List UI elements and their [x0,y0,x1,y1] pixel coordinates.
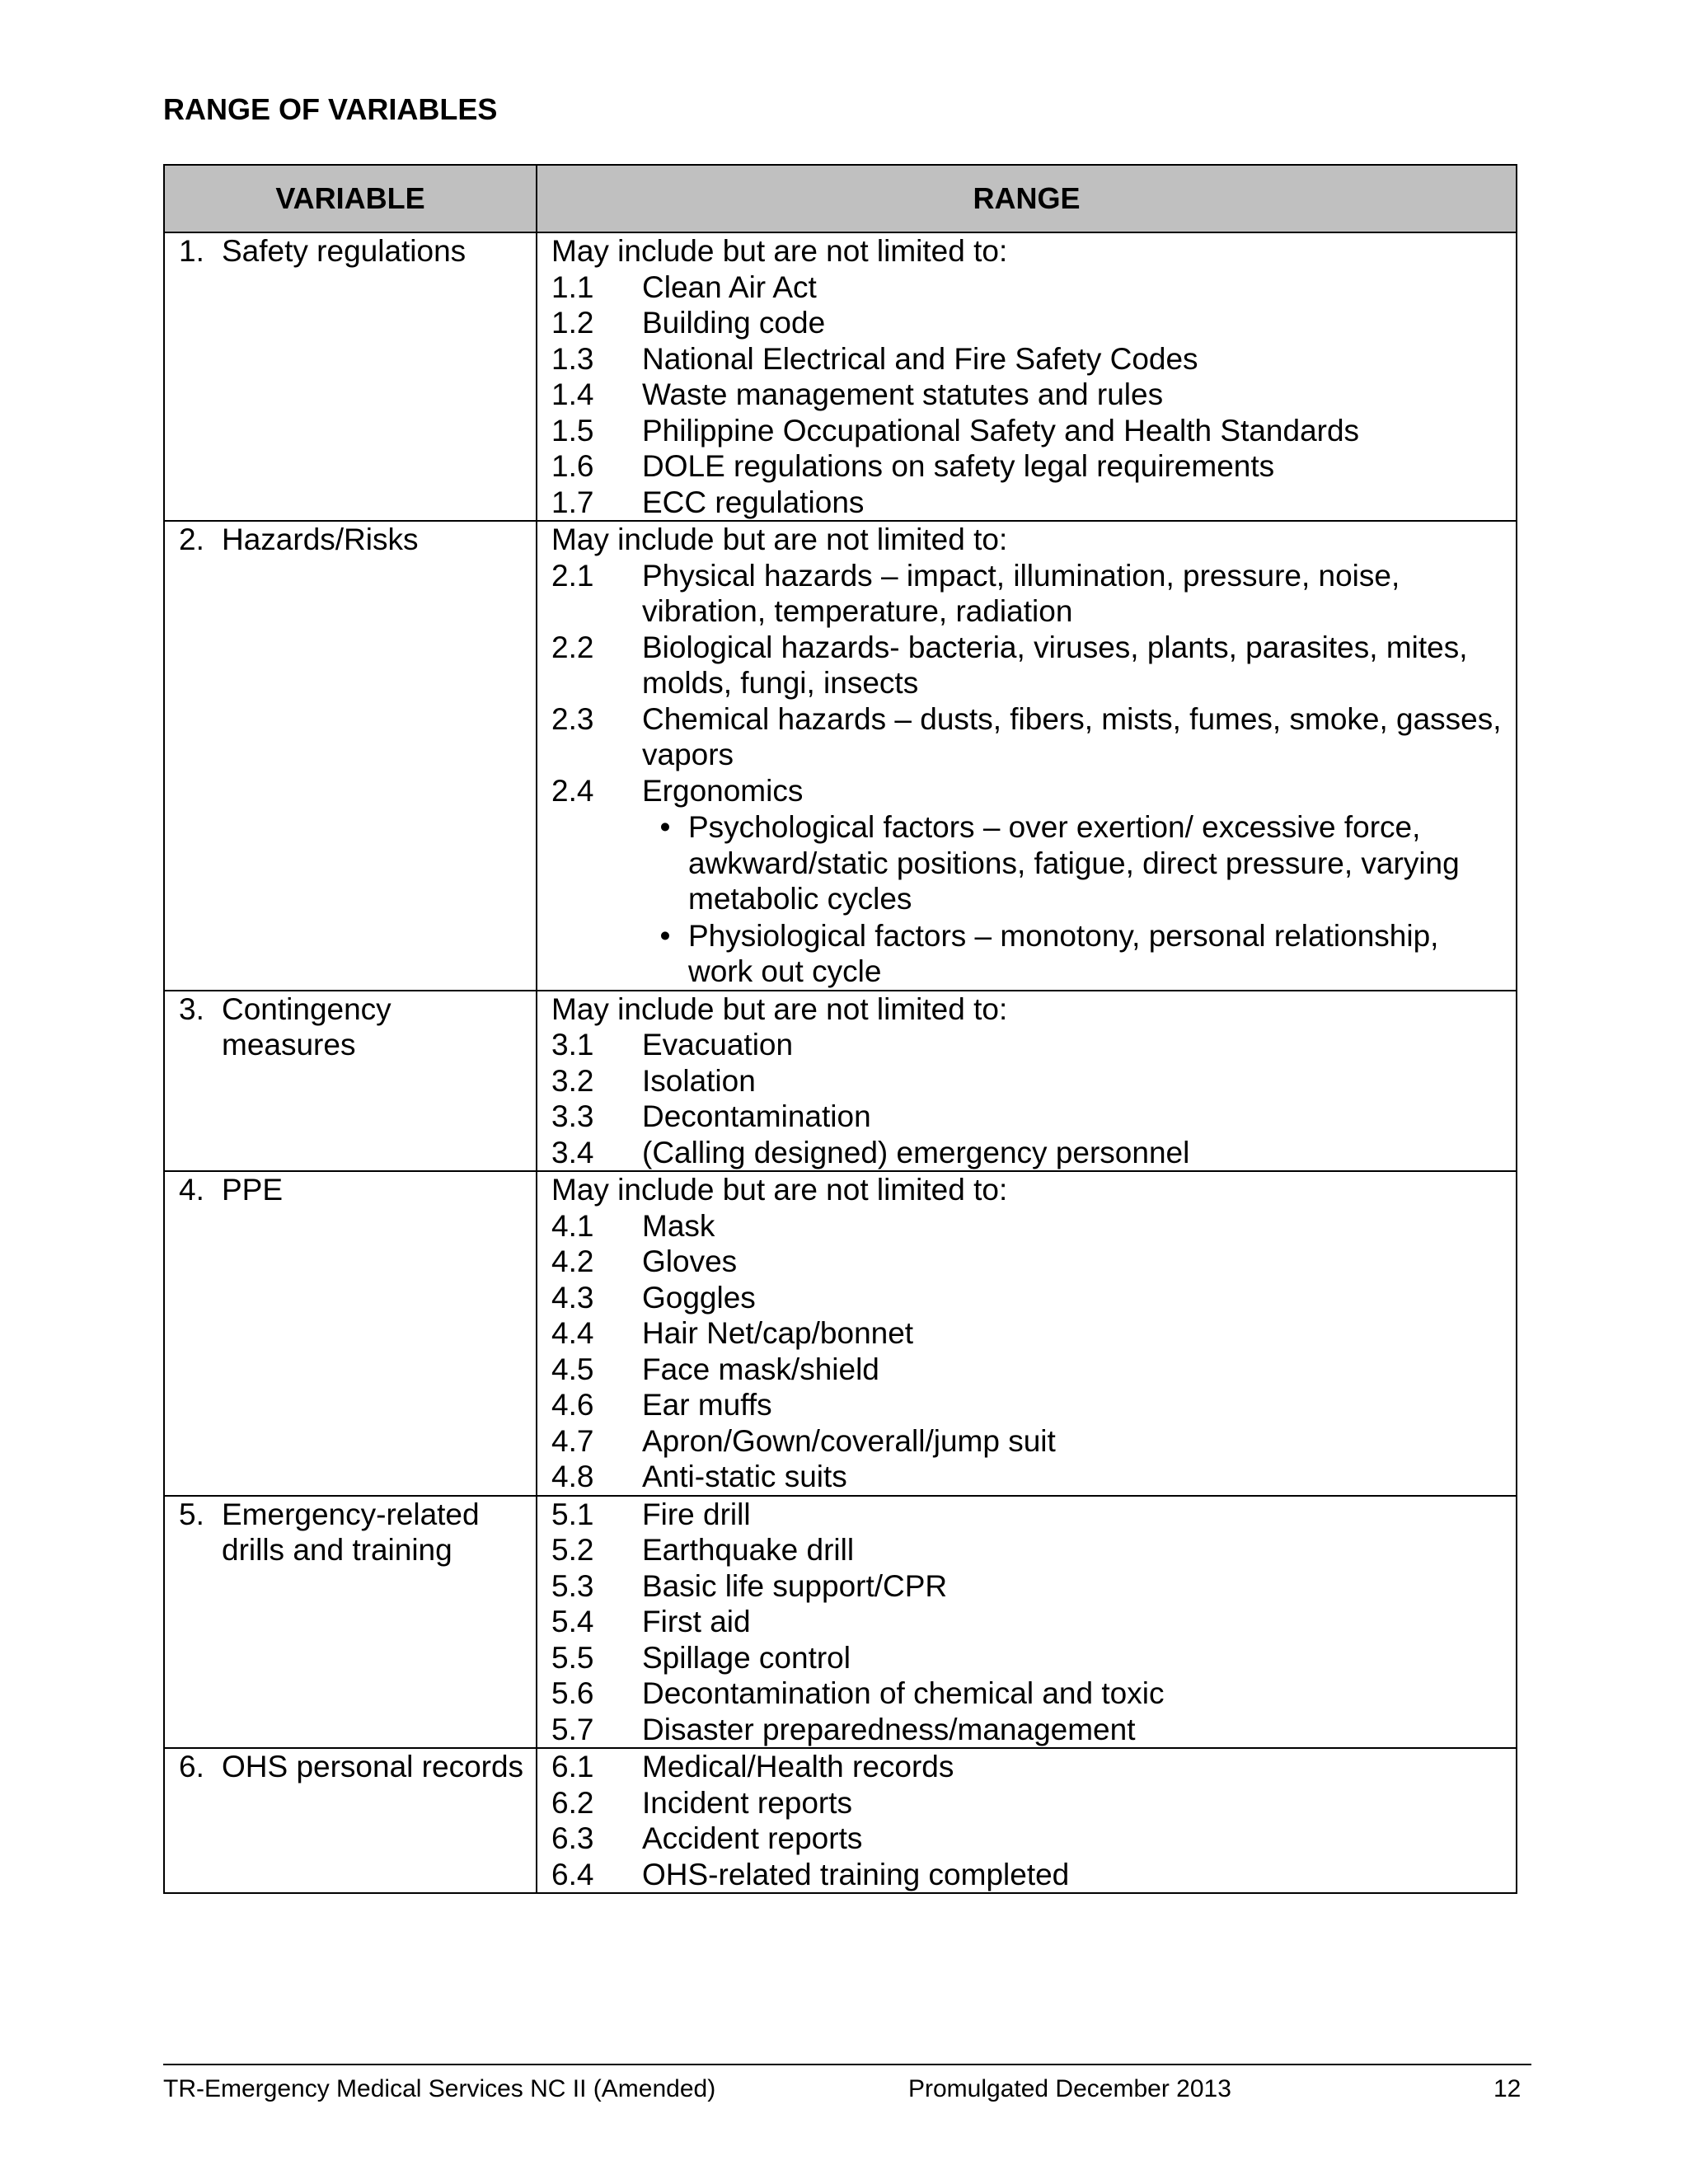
item-number: 3.1 [551,1028,594,1062]
range-intro: May include but are not limited to: [551,523,1008,556]
header-variable: VARIABLE [164,165,537,232]
list-item [551,269,1504,306]
item-text: Ergonomics [642,773,804,808]
item-text: National Electrical and Fire Safety Codes [642,341,1198,376]
item-text: Basic life support/CPR [642,1568,948,1603]
item-number: 1.3 [551,341,594,376]
item-text: Waste management statutes and rules [642,377,1164,411]
item-number: 4.1 [551,1208,594,1243]
item-number: 4.7 [551,1423,594,1458]
item-text: Disaster preparedness/management [642,1712,1136,1746]
list-item [551,1208,1504,1244]
item-number: 3.2 [551,1063,594,1098]
list-item [551,1387,1504,1423]
list-item [551,1244,1504,1280]
item-number: 5.1 [551,1497,594,1531]
list-item [551,1568,1504,1605]
range-of-variables-table [163,164,1517,1894]
item-number: 1.6 [551,449,594,483]
list-item [551,1280,1504,1316]
table-row [164,1171,1517,1496]
variable-label: Safety regulations [222,234,467,268]
item-number: 6.4 [551,1857,594,1891]
item-text: ECC regulations [642,485,865,519]
list-item [551,1099,1504,1135]
variable-label: Contingency measures [222,991,392,1062]
item-number: 3.3 [551,1099,594,1133]
variable-cell [164,521,537,991]
range-cell [537,991,1517,1172]
table-row [164,1748,1517,1893]
list-item [551,701,1504,773]
item-number: 5.3 [551,1568,594,1603]
list-item [551,630,1504,701]
list-item [551,341,1504,377]
variable-number: 2. [179,523,204,556]
variable-label: OHS personal records [222,1750,524,1783]
item-number: 1.4 [551,377,594,411]
variable-number: 5. [179,1497,204,1531]
item-number: 5.6 [551,1676,594,1710]
sub-item-text: Psychological factors – over exertion/ excessive force, awkward/static positions, fatigue, direct pressure, varying metabolic cycles [688,810,1460,916]
range-cell [537,521,1517,991]
item-number: 4.8 [551,1460,594,1493]
item-text: Incident reports [642,1785,853,1820]
item-number: 1.5 [551,413,594,448]
variable-label: PPE [222,1173,284,1207]
footer-promulgation-date: Promulgated December 2013 [908,2075,1231,2102]
item-number: 5.5 [551,1640,594,1675]
sub-item-text: Physiological factors – monotony, personal relationship, work out cycle [688,918,1439,988]
item-text: Anti-static suits [642,1460,847,1493]
list-item [551,1423,1504,1460]
item-text: Medical/Health records [642,1750,954,1783]
list-item [551,1821,1504,1857]
list-item [551,1857,1504,1893]
variable-number: 4. [179,1173,204,1207]
variable-number: 3. [179,991,204,1026]
list-item [551,558,1504,630]
item-text: Fire drill [642,1497,751,1531]
item-number: 3.4 [551,1135,594,1169]
item-number: 6.2 [551,1785,594,1820]
table-row [164,521,1517,991]
item-text: Decontamination of chemical and toxic [642,1676,1165,1710]
list-item [551,1459,1504,1495]
item-text: (Calling designed) emergency personnel [642,1135,1190,1169]
variable-cell [164,1748,537,1893]
item-text: Chemical hazards – dusts, fibers, mists, fumes, smoke, gasses, vapors [642,701,1502,771]
list-item [551,1640,1504,1676]
item-number: 5.2 [551,1533,594,1567]
item-number: 4.6 [551,1388,594,1422]
range-intro: May include but are not limited to: [551,234,1008,268]
page-heading: RANGE OF VARIABLES [163,92,498,126]
footer-document-title: TR-Emergency Medical Services NC II (Amended) [163,2075,716,2102]
range-cell [537,1748,1517,1893]
footer-divider [163,2064,1531,2065]
variable-cell [164,232,537,521]
sub-list-item [642,809,1504,917]
variable-cell [164,991,537,1172]
item-number: 5.4 [551,1605,594,1638]
table-row [164,1496,1517,1749]
table-row [164,991,1517,1172]
item-number: 4.2 [551,1244,594,1278]
item-text: Isolation [642,1063,756,1098]
item-text: Ear muffs [642,1388,772,1422]
list-item [551,1749,1504,1785]
item-number: 2.3 [551,701,594,736]
list-item [551,773,1504,809]
variable-number: 6. [179,1750,204,1783]
range-intro: May include but are not limited to: [551,991,1008,1026]
list-item [551,1063,1504,1099]
item-text: Clean Air Act [642,269,817,304]
item-number: 2.2 [551,630,594,664]
item-number: 6.1 [551,1750,594,1783]
range-intro: May include but are not limited to: [551,1173,1008,1207]
list-item [551,1604,1504,1640]
item-number: 4.4 [551,1316,594,1350]
list-item [551,1532,1504,1568]
item-text: Face mask/shield [642,1352,879,1386]
list-item [551,1315,1504,1352]
item-text: Building code [642,306,826,340]
table-row [164,232,1517,521]
item-text: Gloves [642,1244,738,1278]
item-number: 6.3 [551,1821,594,1855]
item-number: 1.7 [551,485,594,519]
sub-list-item [642,918,1504,990]
list-item [551,1135,1504,1171]
range-cell [537,1496,1517,1749]
header-range: RANGE [537,165,1517,232]
item-text: Biological hazards- bacteria, viruses, plants, parasites, mites, molds, fungi, insects [642,630,1468,700]
item-number: 1.1 [551,269,594,304]
item-number: 2.1 [551,558,594,593]
list-item [551,305,1504,341]
range-cell [537,232,1517,521]
variable-cell [164,1496,537,1749]
item-number: 2.4 [551,773,594,808]
item-number: 1.2 [551,306,594,340]
variable-cell [164,1171,537,1496]
item-text: Spillage control [642,1640,851,1675]
item-text: Earthquake drill [642,1533,855,1567]
list-item [551,1352,1504,1388]
footer-page-number: 12 [1493,2075,1522,2102]
list-item [551,413,1504,449]
list-item [551,1675,1504,1712]
item-text: Goggles [642,1280,756,1315]
table-header-row [164,165,1517,232]
item-text: DOLE regulations on safety legal requirements [642,449,1275,483]
item-number: 5.7 [551,1712,594,1746]
range-cell [537,1171,1517,1496]
item-text: OHS-related training completed [642,1857,1070,1891]
item-text: Apron/Gown/coverall/jump suit [642,1423,1056,1458]
list-item [551,377,1504,413]
variable-number: 1. [179,234,204,268]
item-text: Philippine Occupational Safety and Health Standards [642,413,1360,448]
bullet-icon: • [659,810,671,844]
item-text: Decontamination [642,1099,871,1133]
item-text: Mask [642,1208,715,1243]
item-text: Hair Net/cap/bonnet [642,1316,914,1350]
item-number: 4.5 [551,1352,594,1386]
item-text: Evacuation [642,1028,794,1062]
item-text: Physical hazards – impact, illumination, pressure, noise, vibration, temperature, radiation [642,558,1400,628]
list-item [551,448,1504,485]
item-text: First aid [642,1605,751,1638]
variable-label: Hazards/Risks [222,523,419,556]
item-number: 4.3 [551,1280,594,1315]
list-item [551,1785,1504,1821]
list-item [551,485,1504,521]
list-item [551,1497,1504,1533]
bullet-icon: • [659,918,671,953]
list-item [551,1712,1504,1748]
list-item [551,1027,1504,1063]
variable-label: Emergency-related drills and training [222,1497,480,1567]
item-text: Accident reports [642,1821,863,1855]
